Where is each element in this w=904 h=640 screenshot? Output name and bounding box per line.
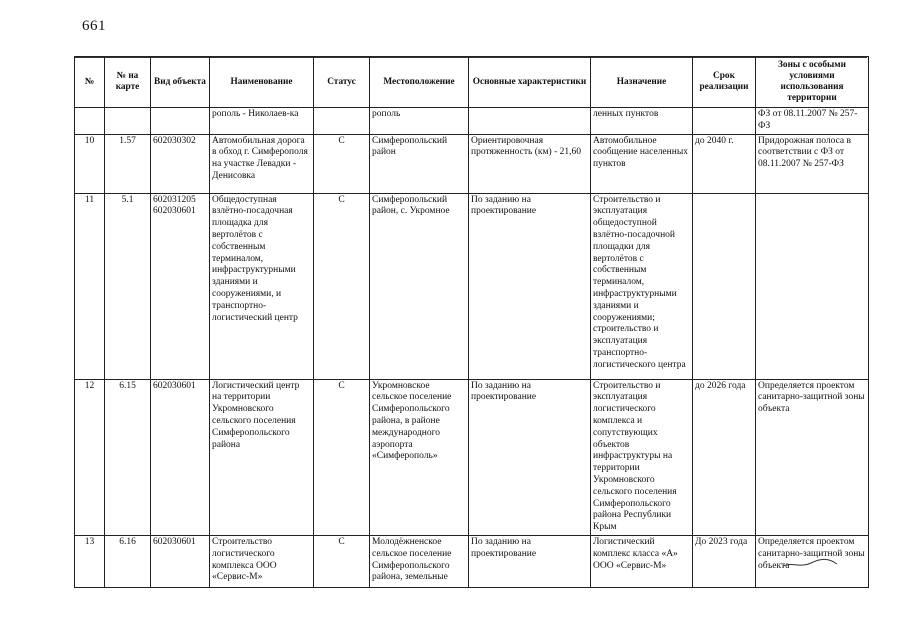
cell-purpose: Автомобильное сообщение населенных пунктов <box>591 134 693 193</box>
table-row <box>75 379 869 535</box>
cell-characteristics: Ориентировочная протяженность (км) - 21,60 <box>469 134 591 193</box>
col-header-name: Наименование <box>210 57 314 108</box>
col-header-status: Статус <box>314 57 370 108</box>
table-row <box>75 134 869 193</box>
cell-number: 10 <box>75 134 105 193</box>
cell-purpose: ленных пунктов <box>591 108 693 135</box>
cell-object-type: 602030601 <box>151 535 210 587</box>
cell-zones <box>756 193 869 379</box>
cell-map-number: 6.16 <box>105 535 151 587</box>
cell-map-number: 5.1 <box>105 193 151 379</box>
header-row <box>75 57 869 108</box>
cell-term: До 2023 года <box>693 535 756 587</box>
cell-zones: Придорожная полоса в соответствии с ФЗ от 08.11.2007 № 257-ФЗ <box>756 134 869 193</box>
cell-map-number: 6.15 <box>105 379 151 535</box>
cell-number: 11 <box>75 193 105 379</box>
pen-mark <box>781 554 841 570</box>
col-header-characteristics: Основные характеристики <box>469 57 591 108</box>
cell-characteristics: По заданию на проектирование <box>469 535 591 587</box>
cell-map-number: 1.57 <box>105 134 151 193</box>
cell-zones: ФЗ от 08.11.2007 № 257-ФЗ <box>756 108 869 135</box>
cell-number: 13 <box>75 535 105 587</box>
cell-name: Логистический центр на территории Укромновского сельского поселения Симферопольского района <box>210 379 314 535</box>
cell-location: Симферопольский район, с. Укромное <box>370 193 469 379</box>
cell-status: С <box>314 379 370 535</box>
cell-object-type: 602030601 <box>151 379 210 535</box>
cell-name: Общедоступная взлётно-посадочная площадка для вертолётов с собственным терминалом, инфраструктурными зданиями и сооружениями, и транспортно-логистический центр <box>210 193 314 379</box>
col-header-zones: Зоны с особыми условиями использования территории <box>756 57 869 108</box>
cell-status: С <box>314 134 370 193</box>
cell-zones: Определяется проектом санитарно-защитной зоны объекта <box>756 379 869 535</box>
table-row <box>75 193 869 379</box>
cell-term <box>693 108 756 135</box>
table-row <box>75 535 869 587</box>
cell-object-type: 602030302 <box>151 134 210 193</box>
cell-status <box>314 108 370 135</box>
cell-term: до 2040 г. <box>693 134 756 193</box>
cell-name: рополь - Николаев-ка <box>210 108 314 135</box>
cell-location: Укромновское сельское поселение Симферопольского района, в районе международного аэропорта «Симферополь» <box>370 379 469 535</box>
cell-object-type <box>151 108 210 135</box>
col-header-map-number: № на карте <box>105 57 151 108</box>
table-row <box>75 108 869 135</box>
cell-location: Симферопольский район <box>370 134 469 193</box>
cell-status: С <box>314 535 370 587</box>
cell-purpose: Строительство и эксплуатация логистического комплекса и сопутствующих объектов инфраструктуры на территории Укромновского сельского поселения Симферопольского района Республики Крым <box>591 379 693 535</box>
cell-term: до 2026 года <box>693 379 756 535</box>
cell-map-number <box>105 108 151 135</box>
col-header-location: Местоположение <box>370 57 469 108</box>
cell-name: Строительство логистического комплекса ООО «Сервис-М» <box>210 535 314 587</box>
cell-name: Автомобильная дорога в обход г. Симферополя на участке Левадки - Денисовка <box>210 134 314 193</box>
cell-number: 12 <box>75 379 105 535</box>
cell-term <box>693 193 756 379</box>
col-header-object-type: Вид объекта <box>151 57 210 108</box>
cell-number <box>75 108 105 135</box>
page-number: 661 <box>82 18 106 34</box>
cell-zones: Определяется проектом санитарно-защитной зоны объекта <box>756 535 869 587</box>
cell-characteristics <box>469 108 591 135</box>
cell-purpose: Логистический комплекс класса «А» ООО «Сервис-М» <box>591 535 693 587</box>
cell-status: С <box>314 193 370 379</box>
cell-location: рополь <box>370 108 469 135</box>
cell-purpose: Строительство и эксплуатация общедоступной взлётно-посадочной площадки для вертолётов с собственным терминалом, инфраструктурными зданиями и сооружениями; строительство и эксплуатация транспортно-логистического центра <box>591 193 693 379</box>
col-header-purpose: Назначение <box>591 57 693 108</box>
cell-characteristics: По заданию на проектирование <box>469 193 591 379</box>
register-table <box>74 56 869 588</box>
col-header-term: Срок реализации <box>693 57 756 108</box>
cell-location: Молодёжненское сельское поселение Симферопольского района, земельные <box>370 535 469 587</box>
col-header-number: № <box>75 57 105 108</box>
cell-object-type: 602031205 602030601 <box>151 193 210 379</box>
cell-characteristics: По заданию на проектирование <box>469 379 591 535</box>
